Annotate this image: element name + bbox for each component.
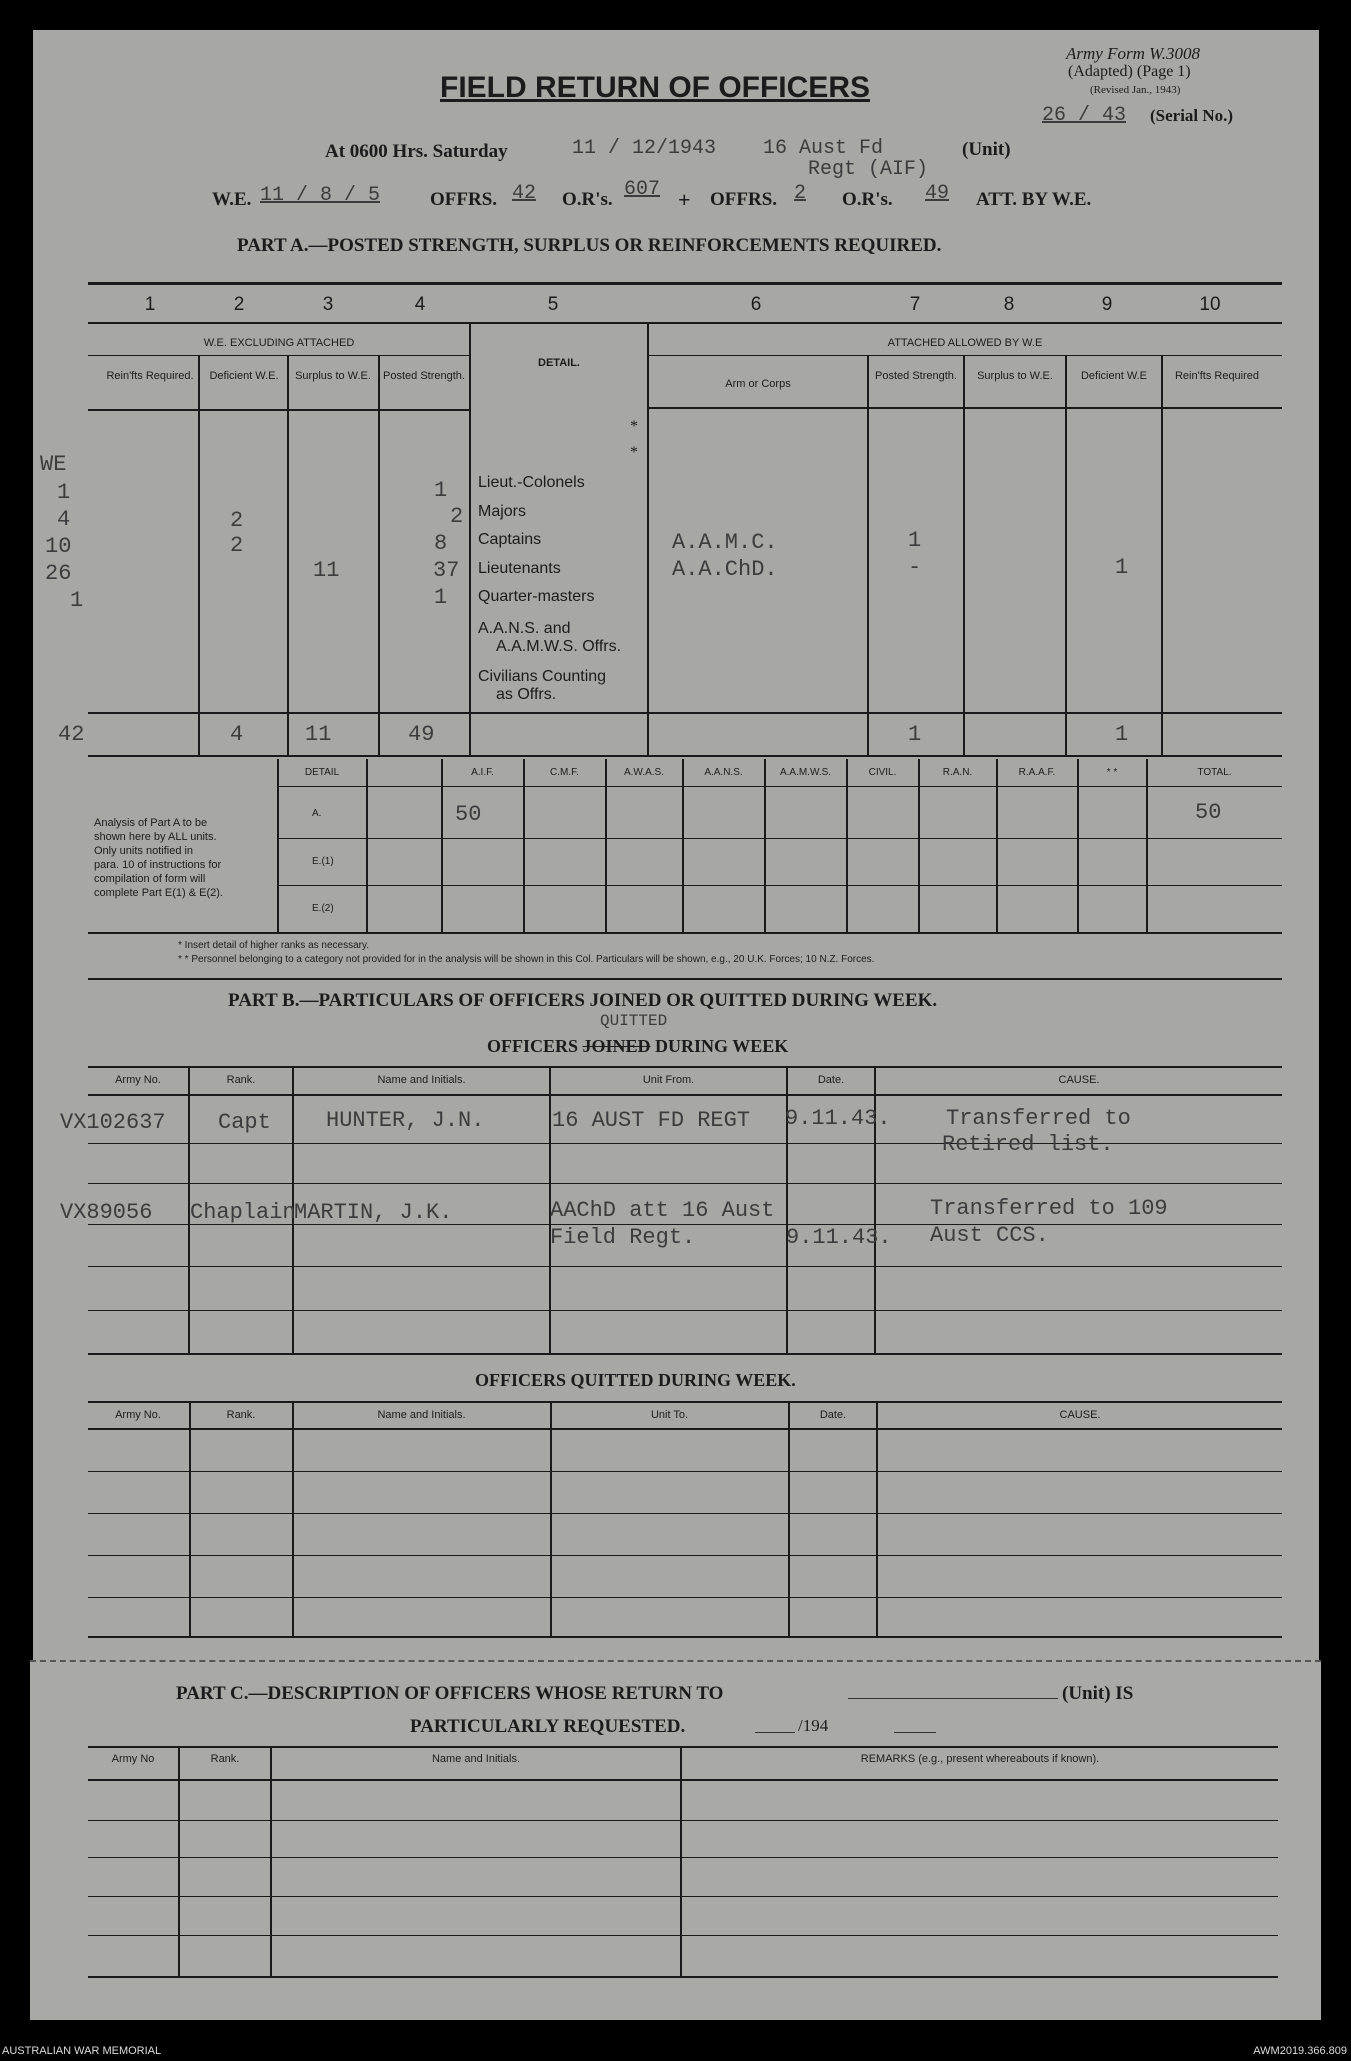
footer-left: AUSTRALIAN WAR MEMORIAL <box>2 2045 162 2057</box>
group-we-excluding: W.E. EXCLUDING ATTACHED <box>203 337 355 349</box>
footer-right: AWM2019.366.809 <box>1253 2045 1347 2057</box>
offrs-value: 42 <box>512 182 537 205</box>
part-c-date-blank-2 <box>894 1732 936 1733</box>
total-a-value: 50 <box>1195 800 1222 825</box>
plus-sign: + <box>678 187 691 212</box>
offrs2-value: 2 <box>794 182 807 205</box>
serial-no-label: (Serial No.) <box>1150 106 1234 125</box>
part-c-line2: PARTICULARLY REQUESTED. <box>410 1716 686 1737</box>
part-c-unit-is: (Unit) IS <box>1062 1683 1134 1704</box>
offrs-label: OFFRS. <box>430 189 498 210</box>
footnote-1: * Insert detail of higher ranks as necessary. <box>178 940 370 951</box>
we-value: 11 / 8 / 5 <box>260 184 381 207</box>
page-title: FIELD RETURN OF OFFICERS <box>440 71 870 104</box>
form-paper-bottom <box>30 1660 1321 2020</box>
army-form-label: Army Form W.3008 <box>1066 44 1200 63</box>
group-attached: ATTACHED ALLOWED BY W.E <box>887 337 1043 349</box>
deficient2-value: 1 <box>1115 555 1129 580</box>
part-a-title: PART A.—POSTED STRENGTH, SURPLUS OR REINFORCEMENTS REQUIRED. <box>237 235 942 256</box>
ors-label: O.R's. <box>562 189 613 210</box>
star-mark-2: * <box>630 444 638 461</box>
ors-value: 607 <box>624 178 661 201</box>
att-label: ATT. BY W.E. <box>976 189 1092 210</box>
serial-no-value: 26 / 43 <box>1042 104 1127 127</box>
footnote-2: * * Personnel belonging to a category not provided for in the analysis will be shown in this Col. Particulars will be shown, e.g., 20 U.K. Forces; 10 N.Z. Forces. <box>178 954 875 965</box>
at-line: At 0600 Hrs. Saturday <box>325 141 508 162</box>
adapted-label: (Adapted) (Page 1) <box>1068 63 1191 80</box>
unit-value: 16 Aust Fd <box>763 137 884 160</box>
officers-joined-heading: OFFICERS JOINED DURING WEEK <box>487 1036 789 1056</box>
ors2-label: O.R's. <box>842 189 893 210</box>
officers-quitted-heading: OFFICERS QUITTED DURING WEEK. <box>475 1370 796 1390</box>
quitted-overwrite: QUITTED <box>600 1012 668 1030</box>
we-label: W.E. <box>212 189 252 210</box>
part-c-date: /194 <box>798 1716 829 1735</box>
part-c-unit-blank <box>848 1698 1058 1699</box>
part-c-title: PART C.—DESCRIPTION OF OFFICERS WHOSE RETURN TO <box>176 1683 724 1704</box>
part-c-date-blank <box>755 1732 795 1733</box>
analysis-note: Analysis of Part A to be shown here by ALL units. Only units notified in para. 10 of instructions for compilation of form will complete Part E(1) & E(2). <box>94 817 223 899</box>
unit-value-line2: Regt (AIF) <box>808 158 929 181</box>
star-mark-1: * <box>630 418 638 435</box>
ors2-value: 49 <box>925 182 950 205</box>
revised-label: (Revised Jan., 1943) <box>1090 84 1181 96</box>
unit-label: (Unit) <box>962 139 1011 160</box>
aif-a-value: 50 <box>455 802 482 827</box>
date-value: 11 / 12/1943 <box>572 137 717 160</box>
part-b-title: PART B.—PARTICULARS OF OFFICERS JOINED OR QUITTED DURING WEEK. <box>228 990 938 1011</box>
offrs2-label: OFFRS. <box>710 189 778 210</box>
surplus-value: 11 <box>313 558 340 583</box>
detail-header: DETAIL. <box>538 357 580 369</box>
